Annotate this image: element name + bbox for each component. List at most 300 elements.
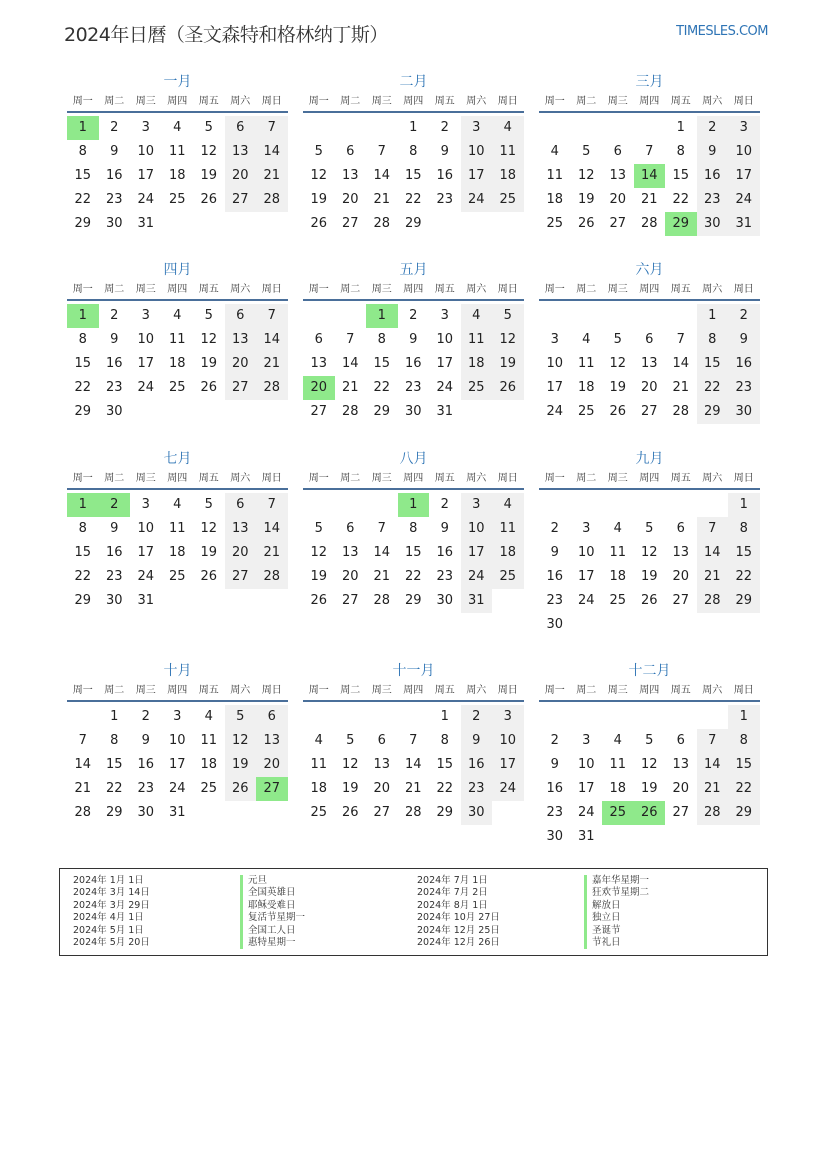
weekday-label: 周日: [733, 96, 754, 107]
day-cell: 27: [225, 188, 257, 212]
weekday-label: 周一: [544, 96, 565, 107]
day-cell: 23: [105, 380, 123, 395]
weekday-label: 周二: [340, 685, 361, 696]
day-cell: 22: [672, 192, 690, 207]
empty-cell: [398, 705, 430, 729]
weekday-label: 周五: [434, 284, 455, 295]
day-cell: 3: [141, 120, 150, 135]
day-cell: 28: [256, 376, 288, 400]
day-cell: 25: [577, 404, 595, 419]
weekday-label: 周二: [340, 96, 361, 107]
day-cell: 28: [404, 805, 422, 820]
day-cell: 31: [137, 593, 155, 608]
month-name: 一月: [163, 74, 192, 90]
day-cell: 2: [461, 705, 493, 729]
day-cell: 20: [609, 192, 627, 207]
day-cell: 30: [697, 212, 729, 236]
day-cell: 3: [728, 116, 760, 140]
day-cell: 14: [697, 753, 729, 777]
holiday-name: 节礼日: [584, 937, 649, 949]
day-cell: 28: [640, 216, 658, 231]
month-name: 三月: [635, 74, 664, 90]
day-cell: 19: [640, 569, 658, 584]
holiday-name: 嘉年华星期一: [584, 875, 649, 887]
holiday-legend: [59, 868, 768, 956]
day-cell: 11: [577, 356, 595, 371]
day-cell: 6: [676, 733, 685, 748]
weekday-label: 周一: [308, 96, 329, 107]
day-cell: 4: [461, 304, 493, 328]
month-name: 二月: [399, 74, 428, 90]
day-cell: 14: [373, 545, 391, 560]
day-cell: 14: [697, 541, 729, 565]
day-cell: 10: [137, 332, 155, 347]
day-cell: 2: [110, 308, 119, 323]
day-cell: 12: [225, 729, 257, 753]
holiday-date: 2024年 3月 14日: [73, 887, 150, 899]
day-grid: [539, 304, 760, 424]
day-cell: 24: [728, 188, 760, 212]
empty-cell: [634, 493, 666, 517]
day-cell: 8: [440, 733, 449, 748]
day-cell: 12: [492, 328, 524, 352]
day-cell: 10: [436, 332, 454, 347]
day-cell: 24: [492, 777, 524, 801]
day-cell: 23: [105, 569, 123, 584]
day-cell: 24: [436, 380, 454, 395]
day-cell: 6: [377, 733, 386, 748]
weekday-label: 周二: [340, 473, 361, 484]
weekday-label: 周二: [576, 473, 597, 484]
day-cell: 28: [373, 593, 391, 608]
day-cell: 28: [697, 589, 729, 613]
day-cell: 25: [168, 192, 186, 207]
weekday-label: 周六: [702, 685, 723, 696]
day-cell: 7: [256, 304, 288, 328]
day-cell: 27: [373, 805, 391, 820]
day-cell: 9: [110, 144, 119, 159]
day-cell: 14: [373, 168, 391, 183]
day-cell: 26: [577, 216, 595, 231]
day-cell: 17: [168, 757, 186, 772]
day-cell: 1: [110, 709, 119, 724]
day-cell: 25: [546, 216, 564, 231]
day-cell: 23: [137, 781, 155, 796]
weekday-label: 周五: [670, 284, 691, 295]
day-cell: 27: [640, 404, 658, 419]
day-cell: 13: [373, 757, 391, 772]
weekday-label: 周日: [733, 685, 754, 696]
day-cell: 21: [256, 541, 288, 565]
day-cell: 16: [461, 753, 493, 777]
day-cell: 17: [492, 753, 524, 777]
weekday-label: 周三: [135, 473, 156, 484]
day-cell: 21: [256, 352, 288, 376]
day-cell: 21: [74, 781, 92, 796]
month-name: 十二月: [628, 663, 671, 679]
empty-cell: [665, 304, 697, 328]
month-block: [303, 449, 524, 613]
day-cell: 16: [105, 356, 123, 371]
day-cell: 7: [346, 332, 355, 347]
day-cell: 4: [173, 497, 182, 512]
day-cell: 23: [404, 380, 422, 395]
empty-cell: [303, 493, 335, 517]
month-name: 四月: [163, 262, 192, 278]
day-cell: 29: [404, 593, 422, 608]
day-cell: 5: [204, 497, 213, 512]
site-link[interactable]: TIMESLES.COM: [676, 24, 768, 39]
day-cell: 15: [74, 545, 92, 560]
day-cell: 3: [461, 493, 493, 517]
day-cell: 10: [577, 757, 595, 772]
empty-cell: [571, 493, 603, 517]
day-cell: 19: [492, 352, 524, 376]
empty-cell: [602, 304, 634, 328]
empty-cell: [634, 116, 666, 140]
day-cell: 12: [341, 757, 359, 772]
day-cell: 5: [204, 120, 213, 135]
day-cell: 16: [105, 168, 123, 183]
holiday-day-cell: 1: [398, 493, 430, 517]
day-cell: 1: [728, 493, 760, 517]
day-cell: 7: [676, 332, 685, 347]
day-cell: 22: [404, 569, 422, 584]
day-cell: 14: [74, 757, 92, 772]
weekday-label: 周五: [198, 284, 219, 295]
day-cell: 10: [461, 140, 493, 164]
weekday-label: 周四: [639, 96, 660, 107]
empty-cell: [602, 493, 634, 517]
day-cell: 10: [461, 517, 493, 541]
weekday-label: 周二: [576, 284, 597, 295]
day-cell: 22: [404, 192, 422, 207]
empty-cell: [366, 116, 398, 140]
weekday-label: 周二: [104, 685, 125, 696]
holiday-dates-right: [417, 875, 500, 949]
day-cell: 8: [728, 729, 760, 753]
day-cell: 8: [78, 521, 87, 536]
empty-cell: [366, 493, 398, 517]
weekday-label: 周二: [576, 685, 597, 696]
day-cell: 30: [436, 593, 454, 608]
day-cell: 5: [314, 521, 323, 536]
day-cell: 20: [225, 352, 257, 376]
page-title: 2024年日曆（圣文森特和格林纳丁斯）: [64, 24, 388, 46]
holiday-date: 2024年 4月 1日: [73, 912, 144, 924]
day-cell: 20: [373, 781, 391, 796]
month-block: [67, 260, 288, 424]
day-cell: 17: [728, 164, 760, 188]
empty-cell: [634, 304, 666, 328]
day-cell: 29: [74, 593, 92, 608]
weekday-label: 周二: [340, 284, 361, 295]
day-cell: 20: [341, 569, 359, 584]
weekday-label: 周日: [261, 685, 282, 696]
day-cell: 23: [436, 192, 454, 207]
day-cell: 13: [341, 545, 359, 560]
day-cell: 5: [645, 521, 654, 536]
day-cell: 14: [404, 757, 422, 772]
day-cell: 5: [645, 733, 654, 748]
day-grid: [303, 705, 524, 825]
weekday-label: 周六: [230, 284, 251, 295]
holiday-day-cell: 1: [67, 304, 99, 328]
day-cell: 15: [74, 356, 92, 371]
holiday-name: 惠特星期一: [240, 937, 305, 949]
holiday-date: 2024年 12月 26日: [417, 937, 500, 949]
day-cell: 2: [141, 709, 150, 724]
day-cell: 18: [577, 380, 595, 395]
weekday-label: 周一: [544, 685, 565, 696]
day-cell: 27: [672, 593, 690, 608]
day-cell: 24: [137, 380, 155, 395]
weekday-label: 周三: [371, 473, 392, 484]
day-cell: 19: [577, 192, 595, 207]
day-cell: 8: [78, 332, 87, 347]
day-cell: 29: [74, 404, 92, 419]
day-cell: 7: [377, 521, 386, 536]
day-cell: 15: [728, 541, 760, 565]
holiday-name: 全国英雄日: [240, 887, 305, 899]
weekday-label: 周四: [403, 473, 424, 484]
day-cell: 4: [613, 521, 622, 536]
weekday-header: [539, 682, 760, 702]
day-cell: 6: [225, 493, 257, 517]
day-cell: 7: [377, 144, 386, 159]
day-cell: 12: [200, 521, 218, 536]
day-cell: 29: [697, 400, 729, 424]
month-block: [67, 661, 288, 825]
day-cell: 31: [137, 216, 155, 231]
day-cell: 12: [310, 545, 328, 560]
day-cell: 28: [697, 801, 729, 825]
day-cell: 22: [74, 380, 92, 395]
holiday-name: 狂欢节星期二: [584, 887, 649, 899]
day-cell: 15: [404, 168, 422, 183]
day-cell: 24: [461, 188, 493, 212]
empty-cell: [303, 304, 335, 328]
holiday-day-cell: 27: [256, 777, 288, 801]
day-cell: 15: [404, 545, 422, 560]
weekday-label: 周日: [497, 96, 518, 107]
day-cell: 10: [168, 733, 186, 748]
day-cell: 7: [409, 733, 418, 748]
day-cell: 3: [582, 733, 591, 748]
day-cell: 3: [173, 709, 182, 724]
day-cell: 27: [341, 216, 359, 231]
holiday-date: 2024年 3月 29日: [73, 899, 150, 911]
day-grid: [67, 304, 288, 424]
day-cell: 7: [697, 729, 729, 753]
weekday-label: 周日: [733, 284, 754, 295]
empty-cell: [303, 705, 335, 729]
day-cell: 30: [137, 805, 155, 820]
holiday-date: 2024年 1月 1日: [73, 875, 144, 886]
weekday-label: 周一: [544, 284, 565, 295]
month-name: 八月: [399, 451, 428, 467]
day-cell: 20: [225, 164, 257, 188]
day-cell: 4: [314, 733, 323, 748]
weekday-label: 周五: [198, 96, 219, 107]
day-cell: 24: [461, 565, 493, 589]
day-cell: 13: [672, 757, 690, 772]
day-cell: 2: [728, 304, 760, 328]
day-cell: 8: [728, 517, 760, 541]
day-cell: 3: [492, 705, 524, 729]
day-cell: 11: [492, 517, 524, 541]
empty-cell: [366, 705, 398, 729]
day-cell: 19: [341, 781, 359, 796]
day-cell: 6: [645, 332, 654, 347]
weekday-label: 周一: [544, 473, 565, 484]
day-cell: 15: [697, 352, 729, 376]
day-cell: 9: [728, 328, 760, 352]
holiday-date: 2024年 8月 1日: [417, 899, 488, 911]
day-cell: 9: [697, 140, 729, 164]
day-cell: 2: [550, 733, 559, 748]
weekday-label: 周三: [135, 685, 156, 696]
empty-cell: [634, 705, 666, 729]
weekday-label: 周日: [497, 473, 518, 484]
day-cell: 28: [672, 404, 690, 419]
day-cell: 25: [168, 569, 186, 584]
day-cell: 29: [728, 589, 760, 613]
empty-cell: [697, 493, 729, 517]
holiday-name: 复活节星期一: [240, 912, 305, 924]
day-cell: 19: [640, 781, 658, 796]
holiday-day-cell: 1: [366, 304, 398, 328]
weekday-label: 周三: [371, 284, 392, 295]
weekday-header: [67, 281, 288, 301]
day-cell: 7: [78, 733, 87, 748]
weekday-header: [303, 281, 524, 301]
day-cell: 27: [609, 216, 627, 231]
month-name: 七月: [163, 451, 192, 467]
holiday-day-cell: 25: [602, 801, 634, 825]
day-cell: 7: [645, 144, 654, 159]
weekday-label: 周六: [466, 473, 487, 484]
weekday-label: 周五: [670, 473, 691, 484]
day-grid: [67, 493, 288, 613]
holiday-day-cell: 20: [303, 376, 335, 400]
month-block: [539, 449, 760, 637]
day-cell: 21: [697, 777, 729, 801]
month-name: 五月: [399, 262, 428, 278]
day-cell: 28: [256, 188, 288, 212]
weekday-label: 周四: [639, 685, 660, 696]
weekday-label: 周三: [371, 96, 392, 107]
day-cell: 29: [105, 805, 123, 820]
holiday-names-left: [240, 875, 305, 949]
weekday-label: 周四: [639, 284, 660, 295]
holiday-date: 2024年 12月 25日: [417, 924, 500, 936]
holiday-day-cell: 14: [634, 164, 666, 188]
holiday-name: 元旦: [240, 875, 305, 887]
day-cell: 23: [546, 805, 564, 820]
month-block: [303, 260, 524, 424]
day-cell: 24: [137, 192, 155, 207]
day-cell: 13: [256, 729, 288, 753]
day-cell: 22: [697, 376, 729, 400]
holiday-date: 2024年 7月 2日: [417, 887, 488, 899]
day-cell: 21: [672, 380, 690, 395]
day-cell: 6: [613, 144, 622, 159]
day-cell: 8: [377, 332, 386, 347]
weekday-label: 周四: [167, 473, 188, 484]
day-cell: 15: [74, 168, 92, 183]
day-cell: 8: [110, 733, 119, 748]
day-cell: 19: [225, 753, 257, 777]
day-cell: 29: [404, 216, 422, 231]
day-cell: 16: [728, 352, 760, 376]
day-cell: 15: [373, 356, 391, 371]
empty-cell: [335, 304, 367, 328]
day-cell: 6: [256, 705, 288, 729]
day-cell: 14: [256, 140, 288, 164]
weekday-label: 周日: [733, 473, 754, 484]
day-cell: 17: [461, 164, 493, 188]
day-cell: 1: [676, 120, 685, 135]
day-cell: 17: [577, 781, 595, 796]
weekday-label: 周六: [702, 96, 723, 107]
empty-cell: [571, 304, 603, 328]
day-cell: 30: [105, 216, 123, 231]
day-cell: 21: [404, 781, 422, 796]
day-cell: 30: [728, 400, 760, 424]
day-cell: 7: [256, 116, 288, 140]
weekday-label: 周日: [497, 685, 518, 696]
day-cell: 12: [200, 144, 218, 159]
weekday-label: 周五: [434, 473, 455, 484]
day-cell: 29: [74, 216, 92, 231]
weekday-label: 周六: [230, 96, 251, 107]
day-cell: 29: [436, 805, 454, 820]
day-cell: 6: [314, 332, 323, 347]
day-cell: 16: [105, 545, 123, 560]
day-cell: 30: [105, 593, 123, 608]
weekday-label: 周一: [308, 685, 329, 696]
day-cell: 20: [225, 541, 257, 565]
day-cell: 16: [546, 781, 564, 796]
day-cell: 16: [546, 569, 564, 584]
day-cell: 4: [204, 709, 213, 724]
day-cell: 21: [341, 380, 359, 395]
day-cell: 16: [137, 757, 155, 772]
day-cell: 12: [310, 168, 328, 183]
day-cell: 3: [582, 521, 591, 536]
day-cell: 12: [640, 545, 658, 560]
day-cell: 10: [546, 356, 564, 371]
day-cell: 23: [436, 569, 454, 584]
day-cell: 13: [609, 168, 627, 183]
day-cell: 2: [440, 120, 449, 135]
weekday-label: 周日: [261, 473, 282, 484]
day-cell: 9: [141, 733, 150, 748]
day-cell: 3: [461, 116, 493, 140]
day-cell: 27: [225, 376, 257, 400]
day-cell: 23: [546, 593, 564, 608]
day-cell: 22: [74, 569, 92, 584]
day-cell: 6: [225, 304, 257, 328]
day-cell: 22: [728, 777, 760, 801]
day-cell: 9: [110, 521, 119, 536]
weekday-label: 周一: [308, 284, 329, 295]
holiday-day-cell: 26: [634, 801, 666, 825]
weekday-label: 周四: [167, 284, 188, 295]
weekday-label: 周三: [607, 96, 628, 107]
day-cell: 31: [436, 404, 454, 419]
